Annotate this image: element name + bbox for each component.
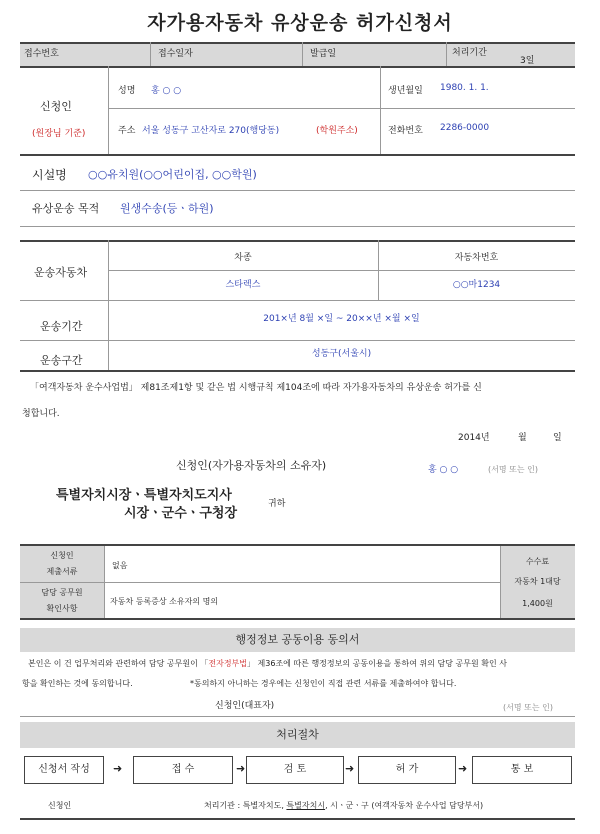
consent-sign: (서명 또는 인) [503,703,553,712]
receipt-no-label: 접수번호 [24,49,59,59]
consent-line-1a: 본인은 이 건 업무처리와 관련하여 담당 공무원이 「 [28,659,209,668]
step-permit [358,756,456,784]
phone-label: 전화번호 [388,126,423,136]
birth-value: 1980. 1. 1. [440,83,489,93]
consent-line-1 [28,658,507,669]
official-check-value: 자동차 등록증상 소유자의 명의 [110,597,219,606]
period-label: 운송기간 [40,320,83,333]
arrow-right-icon: ➜ [236,762,246,775]
step-receipt [133,756,233,784]
footer-right-a: 처리기관 : 특별자치도, [204,801,287,810]
applicant-label: 신청인 [40,100,72,113]
vehicle-number-header: 자동차번호 [454,253,499,263]
fee-label: 수수료 [525,557,550,566]
address-label: 주소 [118,126,136,136]
header-row [20,42,575,66]
applicant-note: (원장님 기준) [32,129,86,139]
step-application-label: 신청서 작성 [38,764,90,775]
footer-right-b: 특별자치시 [286,801,326,810]
section-label: 운송구간 [40,354,83,367]
addressee-suffix: 귀하 [268,499,286,509]
applicant-docs-value: 없음 [112,561,128,570]
consent-header [20,628,575,652]
date-day: 일 [553,433,562,443]
name-label: 성명 [118,86,136,96]
period-value: 201×년 8월 ×일 ~ 20××년 ×월 ×일 [263,314,420,324]
owner-sign: (서명 또는 인) [488,465,538,474]
processing-period-value: 3일 [520,56,535,66]
arrow-right-icon: ➜ [113,762,123,775]
phone-value: 2286-0000 [440,123,490,133]
receipt-date-label: 접수일자 [158,49,193,59]
footer-right-c: , 시ㆍ군ㆍ구 (여객자동차 운수사업 담당부서) [325,801,484,810]
facility-value: ○○유치원(○○어린이집, ○○학원) [88,168,257,181]
consent-line-2b: *동의하지 아니하는 경우에는 신청인이 직접 관련 서류를 제출하여야 합니다. [190,679,457,688]
owner-value: 홍 ○ ○ [428,465,459,475]
addressee-line-2: 시장ㆍ군수ㆍ구청장 [124,506,238,521]
form-title: 자가용자동차 유상운송 허가신청서 [147,12,453,34]
facility-label: 시설명 [32,168,67,182]
section-value: 성동구(서울시) [311,349,372,359]
procedure-header [20,722,575,748]
procedure-footer-right [204,800,483,811]
addressee-line-1: 특별자치시장ㆍ특별자치도지사 [56,488,232,503]
step-review-label: 검 토 [283,764,307,775]
issue-date-label: 발급일 [310,49,337,59]
official-check-label-2: 확인사항 [46,604,78,613]
vehicle-type-value: 스타렉스 [225,280,261,290]
official-check-label-1: 담당 공무원 [41,588,83,597]
step-review [246,756,344,784]
step-application [24,756,104,784]
owner-label: 신청인(자가용자동차의 소유자) [176,459,327,472]
vehicle-type-header: 차종 [234,253,252,263]
fee-line-1: 자동차 1대당 [514,577,561,586]
consent-signer: 신청인(대표자) [215,701,275,711]
consent-line-1c: 」 제36조에 따른 행정정보의 공동이용을 통하여 위의 담당 공무원 확인 사 [247,659,507,668]
consent-line-2a: 항을 확인하는 것에 동의합니다. [22,679,133,688]
step-notify [472,756,572,784]
procedure-header-label: 처리절차 [276,728,319,741]
processing-period-label: 처리기간 [452,48,487,58]
purpose-value: 원생수송(등ㆍ하원) [120,202,214,215]
step-notify-label: 통 보 [510,764,534,775]
statement-line-2: 청합니다. [22,409,60,419]
vehicle-label: 운송자동차 [34,266,88,279]
address-note: (학원주소) [316,126,358,136]
date-month: 월 [518,433,527,443]
step-permit-label: 허 가 [395,764,419,775]
consent-header-text: 행정정보 공동이용 동의서 [235,633,360,646]
address-value: 서울 성동구 고산자로 270(행당동) [142,126,280,136]
purpose-label: 유상운송 목적 [32,202,100,215]
arrow-right-icon: ➜ [458,762,468,775]
fee-line-2: 1,400원 [522,599,553,608]
applicant-docs-label-1: 신청인 [50,551,74,560]
vehicle-number-value: ○○마1234 [452,280,501,290]
birth-label: 생년월일 [388,86,423,96]
procedure-footer-left: 신청인 [48,801,72,810]
consent-law-name: 전자정부법 [208,659,247,668]
applicant-docs-label-2: 제출서류 [46,567,78,576]
step-receipt-label: 접 수 [171,764,195,775]
statement-line-1: 「여객자동차 운수사업법」 제81조제1항 및 같은 법 시행규칙 제104조에 따라 자가용자동차의 유상운송 허가를 신 [30,383,482,393]
name-value: 홍 ○ ○ [151,86,182,96]
arrow-right-icon: ➜ [345,762,355,775]
date-year: 2014년 [458,433,490,443]
